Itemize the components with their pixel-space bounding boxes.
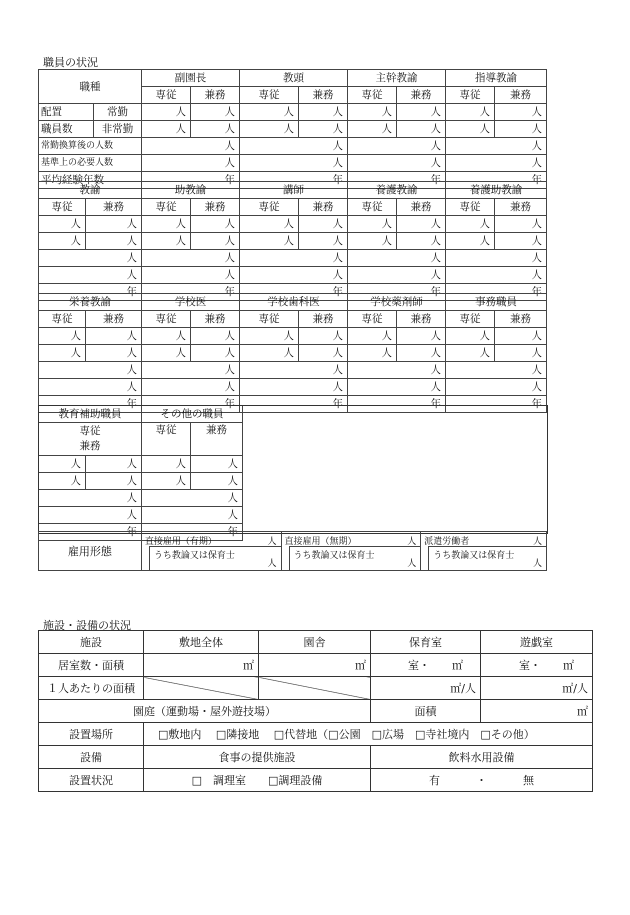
count-cell[interactable]: 人 [240,216,299,233]
count-cell[interactable]: 人 [142,507,243,524]
count-cell[interactable]: 人 [240,345,299,362]
sqm-unit: ㎡ [563,659,574,672]
playroom-per-person-cell[interactable]: ㎡/人 [481,677,593,700]
staff-table-block1 [38,69,547,189]
count-cell[interactable]: 人 [191,233,240,250]
years-cell[interactable]: 年 [142,172,240,189]
years-cell[interactable]: 年 [348,284,446,301]
count-cell[interactable]: 人 [446,362,547,379]
of-which-box [289,546,421,570]
dedicated-label: 専従 [240,199,299,216]
count-cell[interactable]: 人 [397,233,446,250]
direct-fixed-term-label: 直接雇用（有期） [144,537,217,547]
yard-area-cell[interactable]: ㎡ [481,700,593,723]
years-cell[interactable]: 年 [142,524,243,541]
concurrent-label: 兼務 [191,87,240,104]
count-cell[interactable]: 人 [142,121,191,138]
dedicated-label: 専従 [142,311,191,328]
area-label: 面積 [371,700,481,723]
building-area-cell[interactable]: ㎡ [259,654,371,677]
count-cell[interactable]: 人 [446,345,495,362]
years-cell[interactable]: 年 [446,284,547,301]
years-cell[interactable]: 年 [446,396,547,413]
facility-header: 施設 [39,631,144,654]
yard-label: 園庭（運動場・屋外遊技場） [39,700,371,723]
dedicated-label: 専従 [240,87,299,104]
role-head-teacher: 教頭 [240,70,348,87]
staff-table-block4 [38,405,243,541]
dispatch-worker-cell [421,532,547,571]
count-cell[interactable]: 人 [299,233,348,250]
concurrent-label: 兼務 [86,311,142,328]
count-cell[interactable]: 人 [495,121,547,138]
count-cell[interactable]: 人 [495,345,547,362]
water-yes-no[interactable] [371,769,593,792]
years-cell[interactable]: 年 [240,396,348,413]
count-cell[interactable]: 人 [299,121,348,138]
count-cell[interactable]: 人 [397,121,446,138]
years-cell[interactable]: 年 [348,172,446,189]
dedicated-label: 専従 [348,87,397,104]
count-cell[interactable]: 人 [348,216,397,233]
count-cell[interactable]: 人 [39,345,86,362]
direct-fixed-term-cell [141,532,281,571]
count-cell[interactable]: 人 [142,490,243,507]
count-cell[interactable]: 人 [348,138,446,155]
count-cell[interactable]: 人 [142,328,191,345]
count-cell[interactable]: 人 [86,473,142,490]
count-cell[interactable]: 人 [348,362,446,379]
count-cell[interactable]: 人 [39,490,142,507]
role-school-pharmacist: 学校薬剤師 [348,294,446,311]
concurrent-label: 兼務 [495,199,547,216]
direct-open-term-label: 直接雇用（無期） [284,537,357,547]
count-unit[interactable]: 人 [267,559,277,569]
of-which-label: うち教論又は保育士 [433,551,515,561]
staff-section-title: 職員の状況 [43,56,98,69]
dedicated-label: 専従 [446,199,495,216]
fulltime-label: 常勤 [94,104,142,121]
count-cell[interactable]: 人 [240,362,348,379]
meal-facility-label: 食事の提供施設 [144,746,371,769]
nursery-per-person-cell[interactable]: ㎡/人 [371,677,481,700]
count-cell[interactable]: 人 [446,216,495,233]
count-unit[interactable]: 人 [532,537,542,547]
diagonal-cell [259,677,371,700]
count-cell[interactable]: 人 [446,138,547,155]
dedicated-label: 専従 [142,423,191,456]
placement-label: 配置 [39,104,94,121]
dedicated-label: 専従 [39,199,86,216]
of-which-label: うち教論又は保育士 [293,551,375,561]
count-cell[interactable]: 人 [446,155,547,172]
staff-count-label: 職員数 [39,121,94,138]
role-other-staff: その他の職員 [142,406,243,423]
count-cell[interactable]: 人 [191,456,243,473]
dedicated-label: 専従 [142,87,191,104]
count-cell[interactable]: 人 [142,250,240,267]
count-cell[interactable]: 人 [446,328,495,345]
concurrent-label: 兼務 [397,311,446,328]
parttime-label: 非常勤 [94,121,142,138]
count-cell[interactable]: 人 [397,104,446,121]
count-cell[interactable]: 人 [446,233,495,250]
role-vice-principal: 副園長 [142,70,240,87]
concurrent-label: 兼務 [299,87,348,104]
concurrent-label: 兼務 [495,87,547,104]
location-label: 設置場所 [39,723,144,746]
role-nursing-teacher: 養護教諭 [348,182,446,199]
count-cell[interactable]: 人 [240,250,348,267]
count-cell[interactable]: 人 [142,456,191,473]
years-cell[interactable]: 年 [446,172,547,189]
count-cell[interactable]: 人 [142,379,240,396]
role-education-assistant: 教育補助職員 [39,406,142,423]
years-cell[interactable]: 年 [142,396,240,413]
concurrent-label: 兼務 [397,199,446,216]
role-school-doctor: 学校医 [142,294,240,311]
count-cell[interactable]: 人 [495,104,547,121]
job-type-header: 職種 [39,70,142,104]
years-cell[interactable]: 年 [348,396,446,413]
count-cell[interactable]: 人 [39,233,86,250]
concurrent-label: 兼務 [191,423,243,456]
concurrent-label: 兼務 [191,311,240,328]
years-cell[interactable]: 年 [39,284,142,301]
count-cell[interactable]: 人 [299,328,348,345]
concurrent-label: 兼務 [299,199,348,216]
count-cell[interactable]: 人 [86,233,142,250]
count-cell[interactable]: 人 [191,345,240,362]
count-cell[interactable]: 人 [348,267,446,284]
count-cell[interactable]: 人 [299,345,348,362]
drinking-water-label: 飲料水用設備 [371,746,593,769]
room-unit: 室・ [519,659,541,672]
staff-table-block2 [38,181,547,301]
dedicated-label: 専従 [348,311,397,328]
role-nutrition-teacher: 栄養教諭 [39,294,142,311]
count-cell[interactable]: 人 [86,456,142,473]
count-cell[interactable]: 人 [446,267,547,284]
count-cell[interactable]: 人 [299,216,348,233]
count-cell[interactable]: 人 [142,233,191,250]
count-cell[interactable]: 人 [397,328,446,345]
count-cell[interactable]: 人 [446,121,495,138]
playroom-header: 遊戯室 [481,631,593,654]
of-which-box [428,546,546,570]
required-label: 基準上の必要人数 [39,155,142,172]
direct-open-term-cell [281,532,421,571]
count-cell[interactable]: 人 [142,473,191,490]
no-option[interactable]: 無 [523,774,534,787]
role-assistant-nursing-teacher: 養護助教諭 [446,182,547,199]
count-cell[interactable]: 人 [348,250,446,267]
count-cell[interactable]: 人 [348,328,397,345]
count-cell[interactable]: 人 [142,345,191,362]
facilities-table [38,630,593,792]
avg-years-label: 平均経験年数 [39,172,142,189]
dedicated-label: 専従 [446,311,495,328]
count-cell[interactable]: 人 [495,328,547,345]
count-cell[interactable]: 人 [446,104,495,121]
years-cell[interactable]: 年 [39,396,142,413]
count-cell[interactable]: 人 [348,345,397,362]
separator-dot: ・ [476,774,487,787]
count-unit[interactable]: 人 [532,559,542,569]
count-cell[interactable]: 人 [495,233,547,250]
dedicated-label: 専従 [446,87,495,104]
role-office-staff: 事務職員 [446,294,547,311]
count-cell[interactable]: 人 [142,267,240,284]
per-person-label: １人あたりの面積 [39,677,144,700]
sqm-unit: ㎡ [452,659,463,672]
count-cell[interactable]: 人 [495,216,547,233]
count-cell[interactable]: 人 [39,362,142,379]
role-chief-teacher: 主幹教諭 [348,70,446,87]
concurrent-label: 兼務 [79,440,101,452]
years-cell[interactable]: 年 [240,172,348,189]
count-cell[interactable]: 人 [142,362,240,379]
count-unit[interactable]: 人 [407,559,417,569]
count-cell[interactable]: 人 [142,216,191,233]
site-whole-header: 敷地全体 [144,631,259,654]
concurrent-label: 兼務 [299,311,348,328]
count-unit[interactable]: 人 [407,537,417,547]
count-cell[interactable]: 人 [39,456,86,473]
count-cell[interactable]: 人 [39,328,86,345]
count-cell[interactable]: 人 [397,345,446,362]
playroom-rooms-cell[interactable] [481,654,593,677]
yes-option[interactable]: 有 [429,774,440,787]
role-teacher: 教諭 [39,182,142,199]
count-cell[interactable]: 人 [39,267,142,284]
count-cell[interactable]: 人 [240,138,348,155]
count-cell[interactable]: 人 [446,379,547,396]
role-guidance-teacher: 指導教諭 [446,70,547,87]
years-cell[interactable]: 年 [142,284,240,301]
count-cell[interactable]: 人 [397,216,446,233]
count-cell[interactable]: 人 [86,345,142,362]
site-area-cell[interactable]: ㎡ [144,654,259,677]
role-school-dentist: 学校歯科医 [240,294,348,311]
count-cell[interactable]: 人 [142,138,240,155]
diagonal-cell [144,677,259,700]
count-cell[interactable]: 人 [348,233,397,250]
dedicated-label: 専従 [79,425,101,437]
role-assistant-teacher: 助教諭 [142,182,240,199]
count-cell[interactable]: 人 [39,216,86,233]
count-cell[interactable]: 人 [348,379,446,396]
count-cell[interactable]: 人 [191,216,240,233]
count-cell[interactable]: 人 [240,121,299,138]
installation-status-label: 設置状況 [39,769,144,792]
kitchen-options[interactable]: □ 調理室 □調理設備 [144,769,371,792]
count-cell[interactable]: 人 [39,507,142,524]
room-unit: 室・ [408,659,430,672]
equipment-label: 設備 [39,746,144,769]
concurrent-label: 兼務 [191,199,240,216]
count-cell[interactable]: 人 [39,250,142,267]
count-cell[interactable]: 人 [446,250,547,267]
concurrent-label: 兼務 [397,87,446,104]
dedicated-concurrent-stack [39,423,142,456]
nursery-rooms-cell[interactable] [371,654,481,677]
dedicated-label: 専従 [39,311,86,328]
count-cell[interactable]: 人 [240,379,348,396]
employment-type-table [38,531,547,571]
rooms-area-label: 居室数・面積 [39,654,144,677]
fte-label: 常勤換算後の人数 [39,138,142,155]
count-cell[interactable]: 人 [191,328,240,345]
count-cell[interactable]: 人 [191,121,240,138]
staff-table-block3 [38,293,547,413]
role-lecturer: 講師 [240,182,348,199]
of-which-box [149,546,281,570]
dedicated-label: 専従 [348,199,397,216]
dedicated-label: 専従 [240,311,299,328]
location-options[interactable]: □敷地内 □隣接地 □代替地（□公園 □広場 □寺社境内 □その他） [144,723,593,746]
of-which-label: うち教論又は保育士 [153,551,235,561]
count-cell[interactable]: 人 [86,216,142,233]
building-header: 園舎 [259,631,371,654]
dispatch-worker-label: 派遣労働者 [424,537,470,547]
concurrent-label: 兼務 [86,199,142,216]
count-unit[interactable]: 人 [267,537,277,547]
count-cell[interactable]: 人 [142,155,240,172]
count-cell[interactable]: 人 [348,104,397,121]
count-cell[interactable]: 人 [299,104,348,121]
count-cell[interactable]: 人 [240,104,299,121]
dedicated-label: 専従 [142,199,191,216]
years-cell[interactable]: 年 [240,284,348,301]
facilities-section-title: 施設・設備の状況 [43,619,131,632]
count-cell[interactable]: 人 [191,473,243,490]
concurrent-label: 兼務 [495,311,547,328]
count-cell[interactable]: 人 [240,155,348,172]
years-cell[interactable]: 年 [39,524,142,541]
count-cell[interactable]: 人 [86,328,142,345]
count-cell[interactable]: 人 [142,104,191,121]
count-cell[interactable]: 人 [348,155,446,172]
count-cell[interactable]: 人 [191,104,240,121]
count-cell[interactable]: 人 [348,121,397,138]
employment-type-label: 雇用形態 [39,532,142,571]
count-cell[interactable]: 人 [240,233,299,250]
nursery-room-header: 保育室 [371,631,481,654]
count-cell[interactable]: 人 [240,267,348,284]
count-cell[interactable]: 人 [39,473,86,490]
count-cell[interactable]: 人 [39,379,142,396]
count-cell[interactable]: 人 [240,328,299,345]
